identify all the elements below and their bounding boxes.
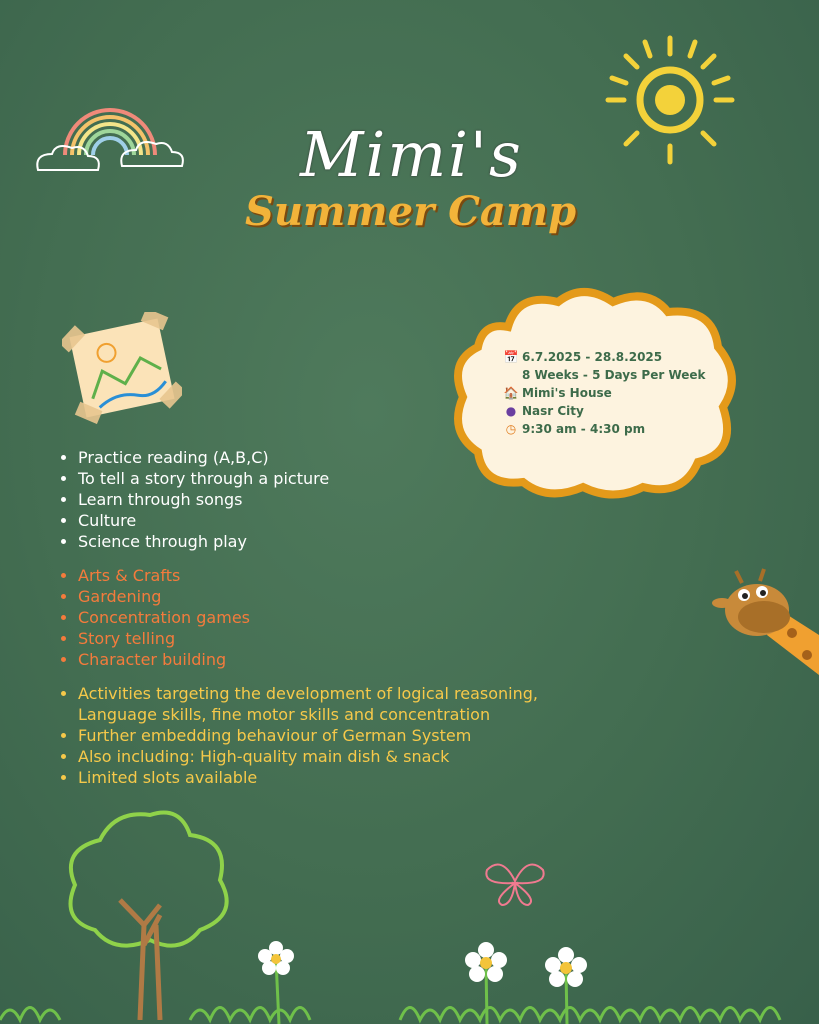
title-line2: Summer Camp bbox=[245, 188, 577, 235]
list-item: • Learn through songs bbox=[78, 489, 329, 510]
list-item: • Culture bbox=[78, 510, 329, 531]
info-item: 📅 6.7.2025 - 28.8.2025 bbox=[500, 348, 706, 366]
giraffe-icon bbox=[712, 565, 819, 680]
list-item: • Arts & Crafts bbox=[78, 565, 250, 586]
list-item: • Limited slots available bbox=[78, 767, 538, 788]
location-pin-icon: ● bbox=[505, 404, 517, 418]
clock-icon: ◷ bbox=[505, 422, 517, 436]
sun-icon bbox=[600, 30, 740, 170]
info-item: ◷ 9:30 am - 4:30 pm bbox=[500, 420, 706, 438]
list-item: • Also including: High-quality main dish & snack bbox=[78, 746, 538, 767]
list-item: • To tell a story through a picture bbox=[78, 468, 329, 489]
list-item: • Further embedding behaviour of German System bbox=[78, 725, 538, 746]
grass-icon bbox=[0, 970, 819, 1024]
info-item: 🏠 Mimi's House bbox=[500, 384, 706, 402]
butterfly-icon bbox=[482, 855, 548, 907]
list-item: • Concentration games bbox=[78, 607, 250, 628]
house-icon: 🏠 bbox=[503, 386, 519, 400]
activity-list-yellow bbox=[58, 683, 538, 788]
activity-list-white bbox=[58, 447, 329, 552]
activity-list-orange bbox=[58, 565, 250, 670]
list-item: • Story telling bbox=[78, 628, 250, 649]
calendar-icon: 📅 bbox=[503, 350, 519, 364]
kid-drawing-icon bbox=[62, 312, 182, 424]
list-item: • Gardening bbox=[78, 586, 250, 607]
list-item: • Character building bbox=[78, 649, 250, 670]
info-list bbox=[500, 348, 706, 438]
list-item: Language skills, fine motor skills and concentration bbox=[78, 705, 491, 724]
info-item: 8 Weeks - 5 Days Per Week bbox=[522, 368, 706, 382]
title-line1: Mimi's bbox=[300, 118, 523, 191]
rainbow-icon bbox=[30, 100, 190, 190]
list-item: • Activities targeting the development of logical reasoning, bbox=[78, 683, 538, 704]
list-item: • Science through play bbox=[78, 531, 329, 552]
info-item: ● Nasr City bbox=[500, 402, 706, 420]
list-item: • Practice reading (A,B,C) bbox=[78, 447, 329, 468]
